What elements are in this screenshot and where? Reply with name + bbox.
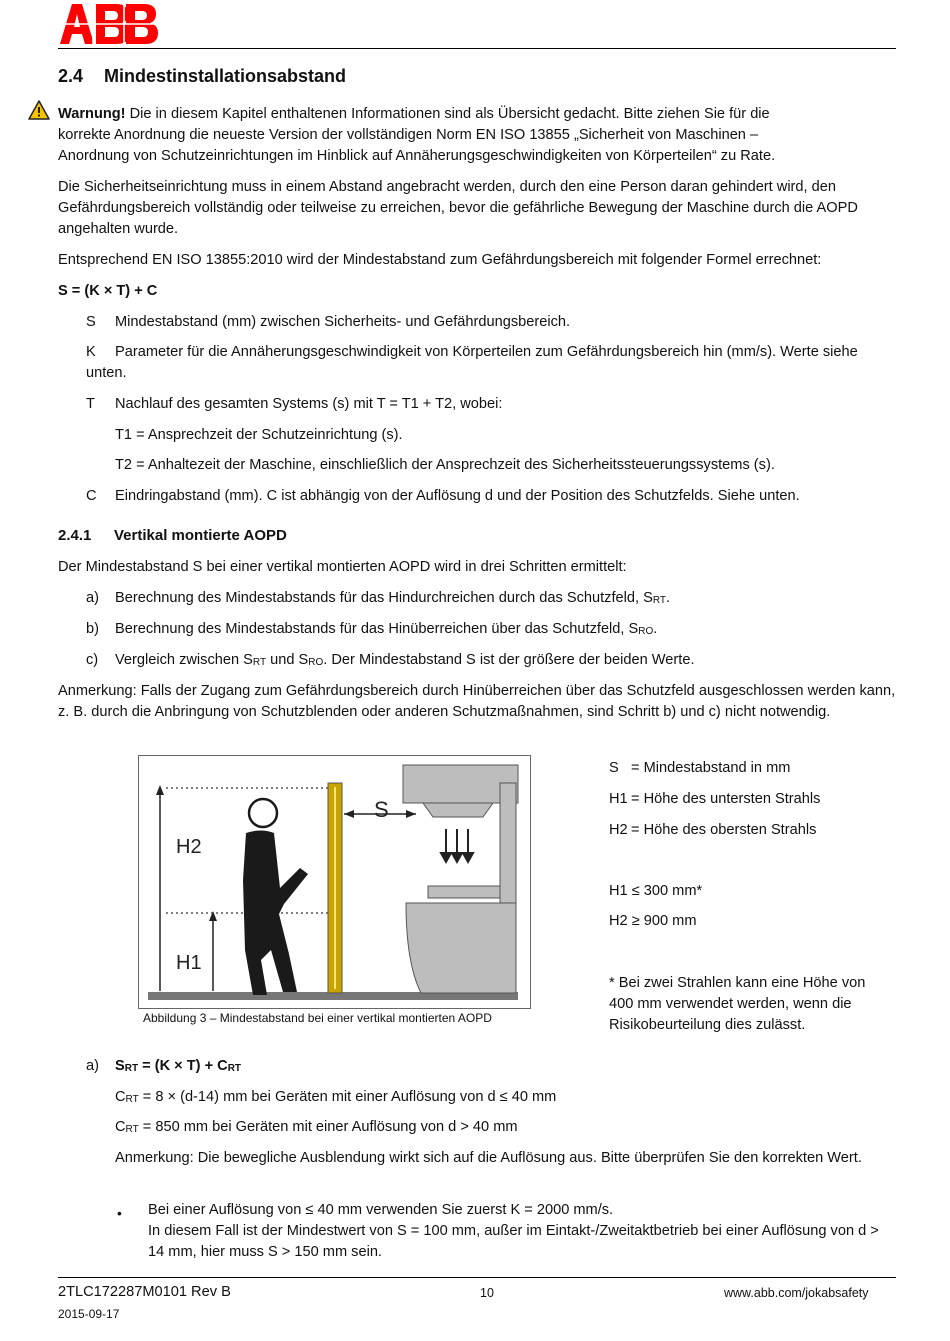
header-rule xyxy=(58,48,896,49)
blanking-note: Anmerkung: Die bewegliche Ausblendung wirkt sich auf die Auflösung aus. Bitte überprüfen Sie den korrekten Wert. xyxy=(115,1150,862,1166)
page-number: 10 xyxy=(480,1286,494,1300)
definition-t: T Nachlauf des gesamten Systems (s) mit T = T1 + T2, wobei: xyxy=(86,396,503,412)
warning-label: Warnung! xyxy=(58,106,126,122)
label-h2: H2 xyxy=(176,836,202,858)
definition-t1: T1 = Ansprechzeit der Schutzeinrichtung (s). xyxy=(115,427,403,443)
intro-paragraph: Die Sicherheitseinrichtung muss in einem Abstand angebracht werden, durch den eine Person daran gehindert wird, den Gefährdungsbereich vollständig oder teilweise zu erreichen, bevor die gefährliche Bewegung der Maschine durch die AOPD angehalten wurde. xyxy=(58,179,858,237)
formula-intro: Entsprechend EN ISO 13855:2010 wird der Mindestabstand zum Gefährdungsbereich mit folgender Formel errechnet: xyxy=(58,252,822,268)
definition-c: C Eindringabstand (mm). C ist abhängig von der Auflösung d und der Position des Schutzfelds. Siehe unten. xyxy=(86,488,800,504)
step-a: a) Berechnung des Mindestabstands für das Hindurchreichen durch das Schutzfeld, $S_{RT}$. xyxy=(86,590,671,606)
definition-s: S Mindestabstand (mm) zwischen Sicherheits- und Gefährdungsbereich. xyxy=(86,314,571,330)
legend-h1: H1 = Höhe des untersten Strahls xyxy=(609,791,821,807)
subsection-intro: Der Mindestabstand S bei einer vertikal montierten AOPD wird in drei Schritten ermittelt: xyxy=(58,559,627,575)
label-h1: H1 xyxy=(176,952,202,974)
main-formula: S = (K × T) + C xyxy=(58,283,158,299)
footer-url[interactable]: www.abb.com/jokabsafety xyxy=(724,1286,869,1300)
step-c: c) Vergleich zwischen $S_{RT}$ und $S_{RO}$. Der Mindestabstand S ist der größere der beiden Werte. xyxy=(86,652,695,668)
subsection-heading: 2.4.1 Vertikal montierte AOPD xyxy=(58,527,287,544)
subsection-note: Anmerkung: Falls der Zugang zum Gefährdungsbereich durch Hinüberreichen über das Schutzfeld ausgeschlossen werden kann, z. B. durch die Anbringung von Schutzblenden oder anderen Schutzmaßnahmen, sind Schritt b) und c) nicht notwendig. xyxy=(58,683,896,720)
legend-footnote: * Bei zwei Strahlen kann eine Höhe von 400 mm verwendet werden, wenn die Risikobeurteilung dies zulässt. xyxy=(609,975,866,1033)
crt-large-resolution: $C_{RT} = 850$ mm bei Geräten mit einer Auflösung von d > 40 mm xyxy=(115,1119,518,1135)
doc-id: 2TLC172287M0101 Rev B xyxy=(58,1284,231,1300)
srt-formula: a) $S_{RT} = (K \times T) + C_{RT}$ xyxy=(86,1058,242,1074)
definition-k: K Parameter für die Annäherungsgeschwindigkeit von Körperteilen zum Gefährdungsbereich hin (mm/s). Werte siehe unten. xyxy=(86,344,858,381)
label-s: S xyxy=(374,797,389,822)
figure-caption: Abbildung 3 – Mindestabstand bei einer vertikal montierten AOPD xyxy=(143,1011,492,1025)
abb-logo xyxy=(58,2,158,46)
bullet-marker: • xyxy=(117,1205,122,1221)
h1-limit: H1 ≤ 300 mm* xyxy=(609,883,703,899)
section-heading: 2.4 Mindestinstallationsabstand xyxy=(58,66,347,86)
h2-limit: H2 ≥ 900 mm xyxy=(609,913,697,929)
warning-text: Warnung! Die in diesem Kapitel enthaltenen Informationen sind als Übersicht gedacht. Bitte ziehen Sie für die korrekte Anordnung die neueste Version der vollständigen Norm EN ISO 13855 „Sicherheit von Maschinen – Anordnung von Schutzeinrichtungen im Hinblick auf Annäherungsgeschwindigkeiten von Körperteilen“ zu Rate. xyxy=(58,106,776,164)
definition-t2: T2 = Anhaltezeit der Maschine, einschließlich der Ansprechzeit des Sicherheitssteuerungssystems (s). xyxy=(115,457,775,473)
step-b: b) Berechnung des Mindestabstands für das Hinüberreichen über das Schutzfeld, $S_{RO}$. xyxy=(86,621,658,637)
footer-rule xyxy=(58,1277,896,1278)
bullet-text: Bei einer Auflösung von ≤ 40 mm verwenden Sie zuerst K = 2000 mm/s. In diesem Fall ist der Mindestwert von S = 100 mm, außer im Eintakt-/Zweitaktbetrieb bei einer Auflösung von d > 14 mm, hier muss S > 150 mm sein. xyxy=(148,1202,879,1260)
legend-s: S = Mindestabstand in mm xyxy=(609,760,791,776)
doc-date: 2015-09-17 xyxy=(58,1307,120,1321)
legend-h2: H2 = Höhe des obersten Strahls xyxy=(609,822,817,838)
minimum-distance-figure xyxy=(138,755,531,1009)
crt-small-resolution: $C_{RT} = 8 \times (d-14)$ mm bei Geräten mit einer Auflösung von d ≤ 40 mm xyxy=(115,1089,557,1105)
warning-triangle-icon xyxy=(28,100,50,120)
